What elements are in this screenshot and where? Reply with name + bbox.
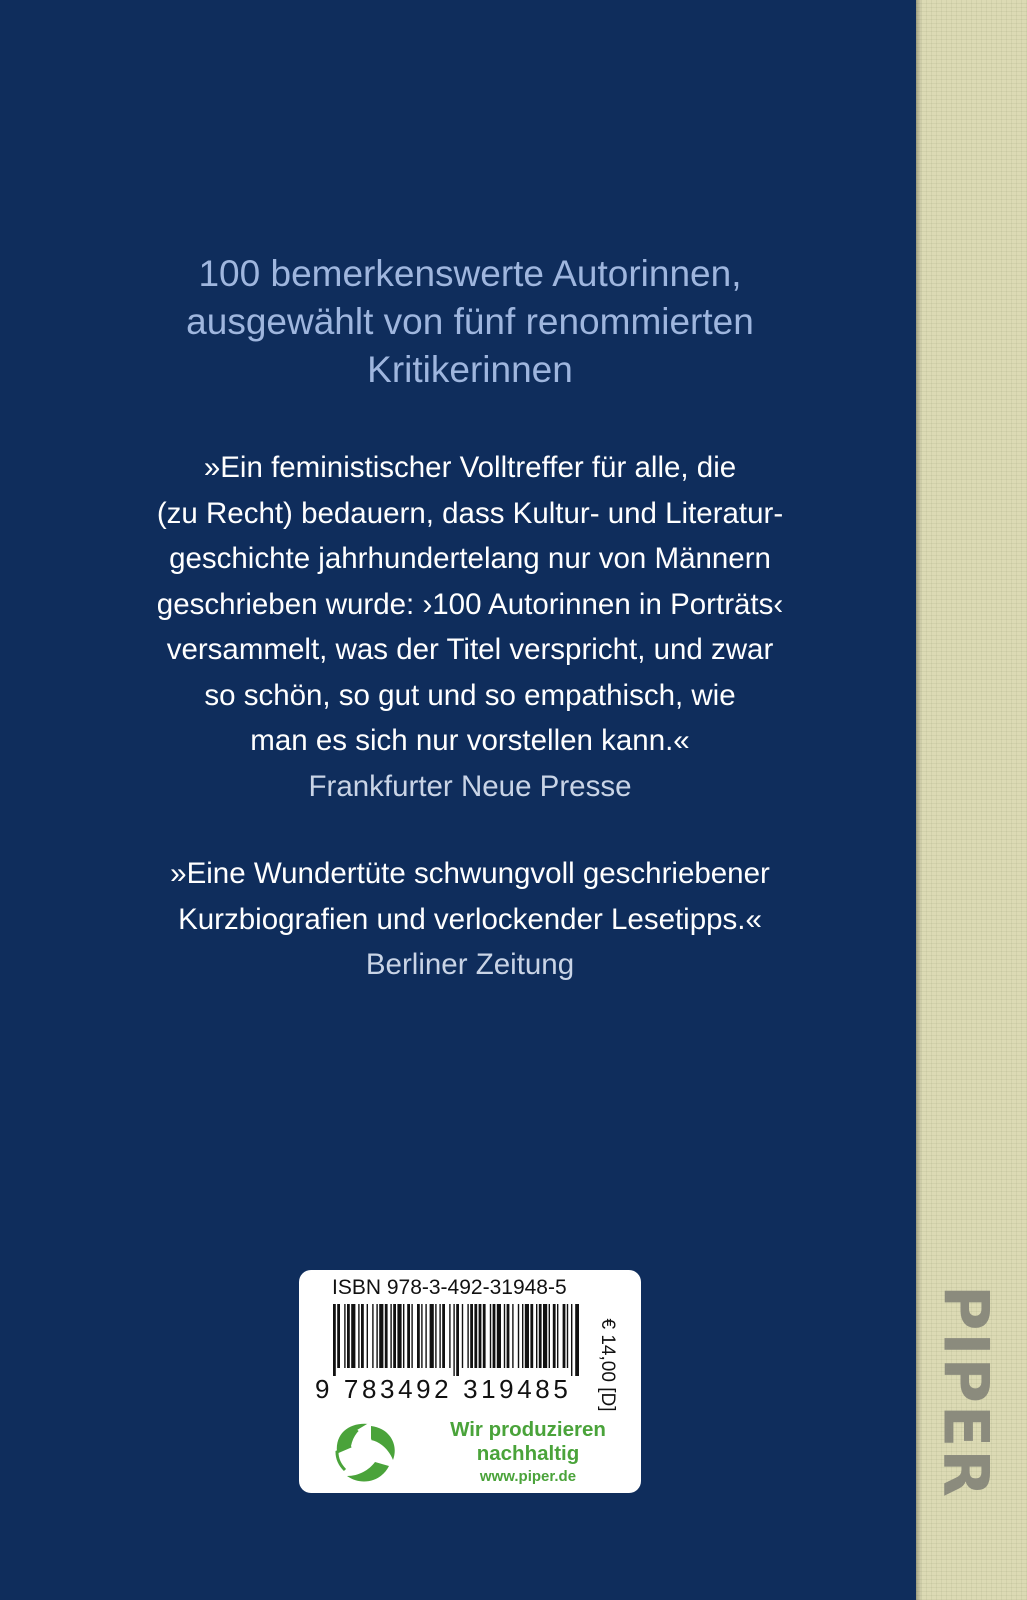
barcode-bar — [333, 1304, 336, 1376]
review-quote-berliner — [100, 851, 840, 988]
price-text: € 14,00 [D] — [597, 1318, 618, 1412]
barcode-bar — [507, 1304, 510, 1368]
barcode-bar — [536, 1304, 537, 1368]
barcode-bar — [390, 1304, 391, 1368]
barcode-bar — [407, 1304, 410, 1368]
barcode-bar — [467, 1304, 468, 1368]
barcode-bar — [490, 1304, 491, 1368]
barcode-bar — [421, 1304, 422, 1368]
barcode-bar — [367, 1304, 368, 1368]
barcode-bar — [522, 1304, 523, 1368]
eco-url: www.piper.de — [479, 1468, 577, 1485]
barcode-bar — [347, 1304, 350, 1368]
quote-source: Frankfurter Neue Presse — [308, 769, 632, 803]
barcode-bar — [553, 1304, 556, 1368]
barcode-bar — [361, 1304, 364, 1368]
barcode-bar — [525, 1304, 529, 1368]
barcode-bar — [575, 1304, 579, 1376]
quote-line: Kurzbiografien und verlockender Lesetipps.« — [178, 902, 762, 936]
quote-line: »Eine Wundertüte schwungvoll geschriebener — [170, 857, 770, 890]
barcode-bar — [435, 1304, 436, 1368]
barcode-bar — [337, 1304, 340, 1368]
quote-line: (zu Recht) bedauern, dass Kultur- und Literatur- — [156, 496, 784, 530]
tagline-line: 100 bemerkenswerte Autorinnen, — [198, 253, 742, 294]
barcode-bar — [571, 1304, 572, 1376]
barcode-bar — [483, 1304, 486, 1368]
barcode-bar — [504, 1304, 505, 1368]
quote-source: Berliner Zeitung — [365, 948, 575, 981]
review-quote-frankfurter — [100, 445, 840, 809]
barcode-bar — [442, 1304, 445, 1368]
barcode-bar — [493, 1304, 496, 1368]
barcode-bar — [456, 1304, 459, 1376]
barcode-bar — [439, 1304, 440, 1368]
barcode-bar — [372, 1304, 373, 1368]
barcode-digits: 9 783492 319485 — [315, 1374, 572, 1404]
barcode-bar — [385, 1304, 388, 1368]
barcode-bar — [497, 1304, 501, 1368]
barcode-bar — [425, 1304, 426, 1368]
barcode-bar — [344, 1304, 345, 1368]
eco-line: Wir produzieren — [450, 1418, 606, 1441]
barcode-bar — [470, 1304, 473, 1368]
barcode-bar — [563, 1304, 566, 1368]
barcode-bar — [567, 1304, 568, 1368]
barcode-bar — [397, 1304, 401, 1368]
barcode-bar — [479, 1304, 482, 1368]
barcode-bar — [518, 1304, 519, 1368]
tagline-line: ausgewählt von fünf renommierten — [186, 301, 754, 342]
barcode-bar — [411, 1304, 412, 1368]
barcode-bar — [539, 1304, 542, 1368]
quote-line: geschrieben wurde: ›100 Autorinnen in Porträts‹ — [156, 587, 784, 621]
barcode-bar — [557, 1304, 558, 1368]
barcode-label — [299, 1270, 641, 1493]
barcode-bar — [376, 1304, 377, 1368]
piper-logo: PIPER — [929, 1284, 1003, 1500]
barcode-bar — [358, 1304, 359, 1368]
quote-line: man es sich nur vorstellen kann.« — [250, 724, 690, 757]
barcode-bar — [379, 1304, 383, 1368]
eco-line: nachhaltig — [476, 1442, 580, 1465]
tagline-line: Kritikerinnen — [367, 349, 573, 390]
barcode-bar — [543, 1304, 547, 1368]
barcode-bar — [449, 1304, 450, 1368]
barcode-bar — [462, 1304, 463, 1368]
barcode-bar — [403, 1304, 404, 1368]
barcode-bar — [393, 1304, 396, 1368]
quote-line: geschichte jahrhundertelang nur von Männern — [169, 542, 771, 575]
barcode-bar — [453, 1304, 454, 1376]
quote-line: »Ein feministischer Volltreffer für alle, die — [203, 451, 737, 484]
barcode-bar — [430, 1304, 434, 1368]
recycling-leaves-icon — [329, 1418, 405, 1488]
barcode-bar — [530, 1304, 533, 1368]
isbn-text: ISBN 978-3-492-31948-5 — [332, 1276, 567, 1299]
barcode — [333, 1304, 579, 1376]
eco-text — [423, 1418, 633, 1488]
barcode-bar — [512, 1304, 513, 1368]
barcode-bar — [417, 1304, 420, 1368]
quote-line: so schön, so gut und so empathisch, wie — [204, 678, 736, 712]
barcode-bar — [549, 1304, 550, 1368]
quote-line: versammelt, was der Titel verspricht, und zwar — [166, 633, 774, 666]
barcode-bar — [474, 1304, 477, 1368]
tagline — [100, 250, 840, 394]
barcode-bar — [351, 1304, 355, 1368]
spine-shadow — [916, 0, 922, 1600]
